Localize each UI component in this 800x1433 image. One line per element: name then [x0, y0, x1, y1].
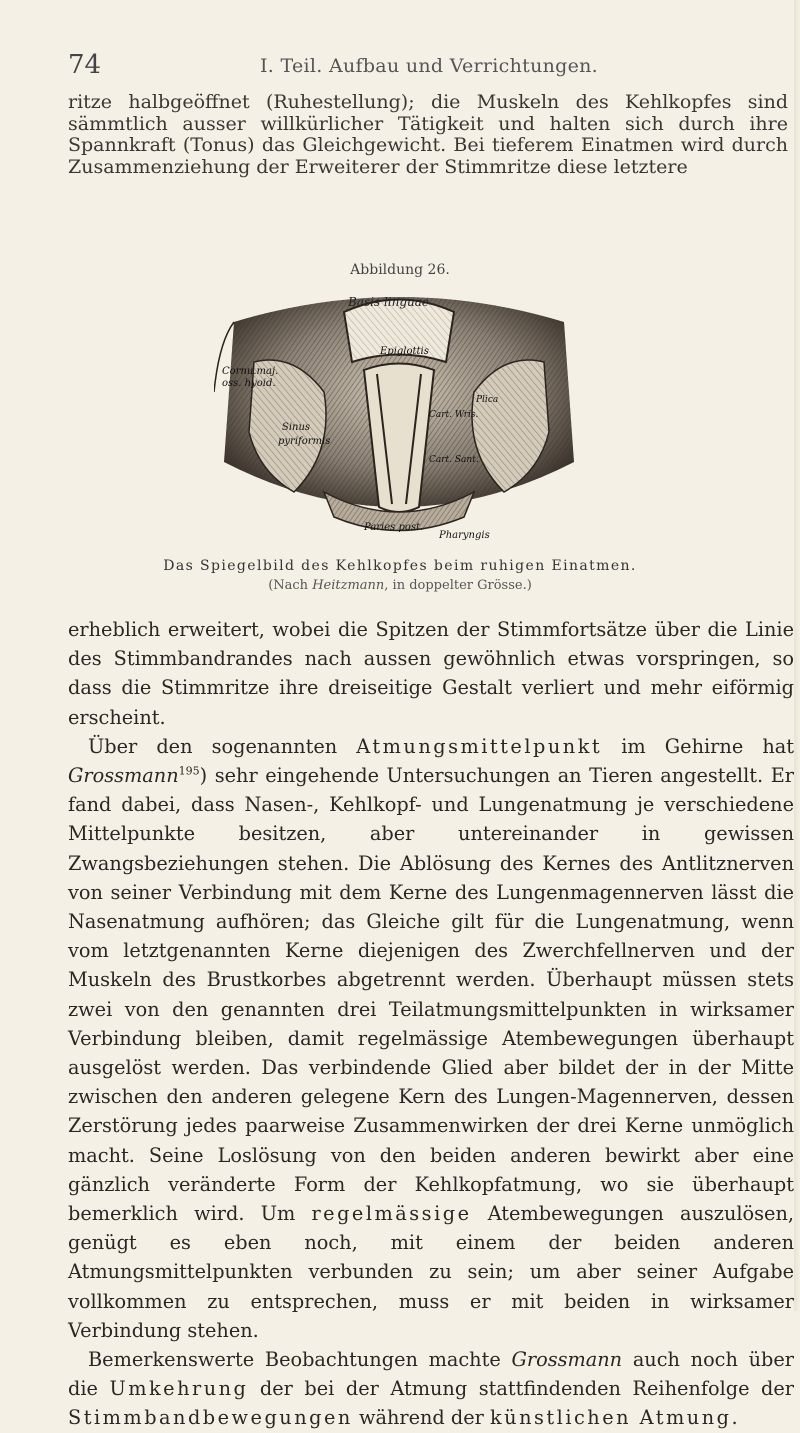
figure-caption: Das Spiegelbild des Kehlkopfes beim ruhigen Einatmen. [163, 558, 637, 574]
page-number: 74 [68, 50, 102, 80]
paragraph-3: Bemerkenswerte Beobachtungen machte Grossmann auch noch über die Umkehrung der bei der Atmung stattfindenden Reihenfolge der Stimmbandbewegungen während der künstlichen Atmung. [68, 1348, 794, 1430]
figure-caption-note: (Nach Heitzmann, in doppelter Grösse.) [268, 578, 532, 593]
term-atmungsmittelpunkt: Atmungsmittelpunkt [356, 734, 603, 758]
paragraph-1: erheblich erweitert, wobei die Spitzen der Stimmfortsätze über die Linie des Stimmbandrandes nach aussen gewöhnlich etwas vorspringen, so dass die Stimmritze ihre dreiseitige Gestalt verliert und mehr eiförmig erscheint. [68, 618, 794, 729]
page-edge [794, 0, 800, 1311]
label-epiglottis: Epiglottis [380, 346, 429, 357]
author-grossmann: Grossmann [68, 764, 179, 788]
label-pyriformis: pyriformis [278, 436, 331, 447]
caption-author: Heitzmann [312, 578, 385, 593]
label-sinus: Sinus [282, 422, 311, 433]
label-basis: Basis linguae [348, 295, 430, 309]
term-stimmbandbewegungen: Stimmbandbewegungen [68, 1406, 353, 1430]
label-plica: Plica [476, 395, 499, 405]
label-paries: Paries post. [364, 522, 424, 533]
figure-label: Abbildung 26. [350, 262, 450, 278]
author-grossmann-2: Grossmann [511, 1348, 623, 1372]
term-regelmaessige: regelmässige [311, 1202, 472, 1226]
paragraph-2: Über den sogenannten Atmungsmittelpunkt im Gehirne hat Grossmann$^{195}$) sehr eingehende Untersuchungen an Tieren angestellt. Er fand dabei, dass Nasen-, Kehlkopf- und Lungenatmung je verschiedene Mittelpunkte besitzen, aber untereinander in gewissen Zwangsbeziehungen stehen. Die Ablösung des Kernes des Antlitznerven von seiner Verbindung mit dem Kerne des Lungenmagennerven lässt die Nasenatmung aufhören; das Gleiche gilt für die Lungenatmung, wenn vom letztgenannten Kerne diejenigen des Zwerchfellnerven und der Muskeln des Brustkorbes abgetrennt werden. Überhaupt müssen stets zwei von den genannten drei Teilatmungsmittelpunkten in wirksamer Verbindung bleiben, damit regelmässige Atembewegungen überhaupt ausgelöst werden. Das verbindende Glied aber bildet der in der Mitte zwischen den anderen gelegene Kern des Lungen-Magennerven, dessen Zerstörung jedes paarweise Zusammenwirken der drei Kerne unmöglich macht. Seine Loslösung von den beiden anderen bewirkt aber eine gänzlich veränderte Form der Kehlkopfatmung, wo sie überhaupt bemerklich wird. Um regelmässige Atembewegungen auszulösen, genügt es eben noch, mit einem der beiden anderen Atmungsmittelpunkten verbunden zu sein; um aber seiner Aufgabe vollkommen zu entsprechen, muss er mit beiden in wirksamer Verbindung stehen. [68, 734, 794, 1342]
footnote-ref: 195 [178, 764, 200, 778]
label-oss: oss. hyoid. [222, 378, 276, 389]
label-pharyngis: Pharyngis [439, 530, 490, 541]
intro-paragraph [68, 92, 788, 178]
larynx-illustration [214, 282, 584, 547]
label-cornu: Cornu.maj. [222, 366, 279, 377]
term-umkehrung: Umkehrung [109, 1377, 249, 1401]
body-text [68, 615, 794, 1433]
label-cart-santor: Cart. Sant. [429, 455, 479, 465]
intro-text: ritze halbgeöffnet (Ruhestellung); die Muskeln des Kehlkopfes sind sämmtlich ausser willkürlicher Tätigkeit und halten sich durch ihre Spannkraft (Tonus) das Gleichgewicht. Bei tieferem Einatmen wird durch Zusammenziehung der Erweiterer der Stimmritze diese letztere [68, 91, 788, 178]
running-header: I. Teil. Aufbau und Verrichtungen. [260, 55, 599, 77]
term-kuenstlichen-atmung: künstlichen Atmung [489, 1406, 732, 1430]
label-cart-wris: Cart. Wris. [429, 410, 479, 420]
